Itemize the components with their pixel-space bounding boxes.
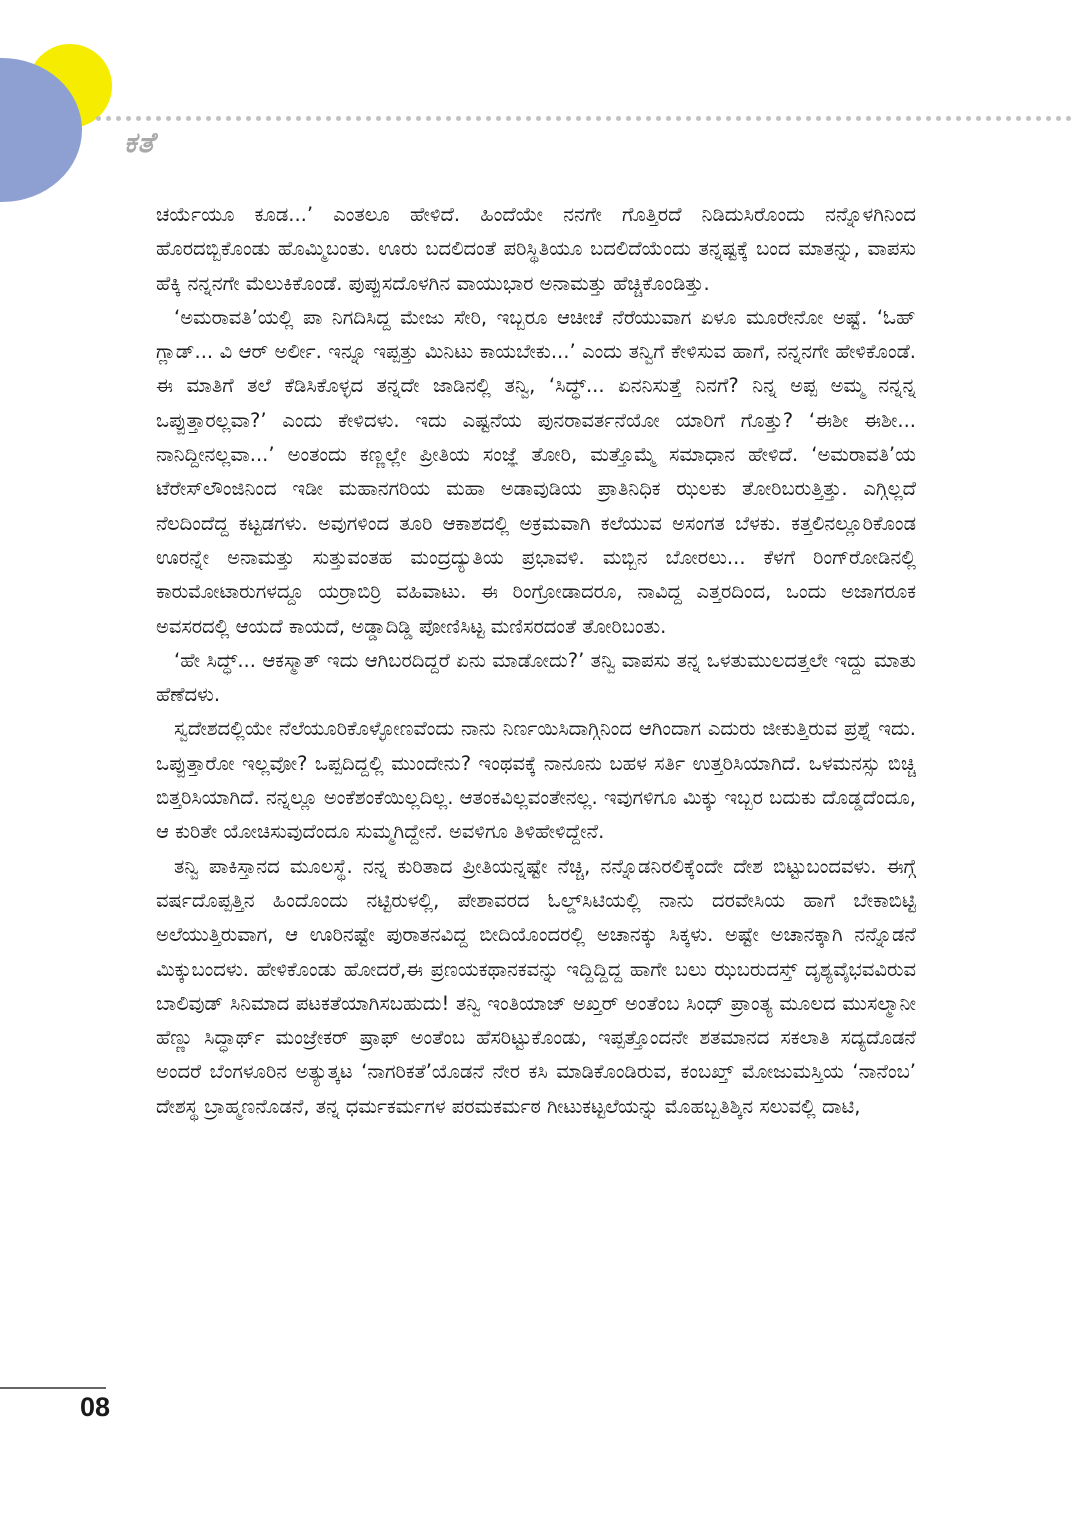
paragraph-1: ಚರ್ಯೆಯೂ ಕೂಡ...’ ಎಂತಲೂ ಹೇಳಿದೆ. ಹಿಂದೆಯೇ ನನಗೇ ಗೊತ್ತಿರದೆ ನಿಡಿದುಸಿರೊಂದು ನನ್ನೊಳಗಿನಿಂದ ಹೊರದಬ್ಬಿಕೊಂಡು ಹೊಮ್ಮಿಬಂತು. ಊರು ಬದಲಿದಂತೆ ಪರಿಸ್ಥಿತಿಯೂ ಬದಲಿದೆಯೆಂದು ತನ್ನಷ್ಟಕ್ಕೆ ಬಂದ ಮಾತನ್ನು, ವಾಪಸು ಹೆಕ್ಕಿ ನನ್ನನಗೇ ಮೆಲುಕಿಕೊಂಡೆ. ಪುಪ್ಪುಸದೊಳಗಿನ ವಾಯುಭಾರ ಅನಾಮತ್ತು ಹೆಚ್ಚಿಕೊಂಡಿತ್ತು. — [156, 203, 916, 295]
section-label: ಕತೆ — [124, 126, 155, 159]
page-number-rule — [0, 1387, 106, 1389]
corner-decoration — [0, 0, 200, 220]
header-dotted-rule — [96, 116, 1072, 121]
article-body — [156, 198, 916, 1408]
page-number: 08 — [80, 1392, 111, 1422]
paragraph-2: ‘ಅಮರಾವತಿ’ಯಲ್ಲಿ ಪಾ ನಿಗದಿಸಿದ್ದ ಮೇಜು ಸೇರಿ, ಇಬ್ಬರೂ ಆಚೀಚೆ ನೆರೆಯುವಾಗ ಏಳೂ ಮೂರೇನೋ ಅಷ್ಟೆ. ‘ಓಹ್ ಗ್ಲಾಡ್... ವಿ ಆರ್ ಅರ್ಲೀ. ಇನ್ನೂ ಇಪ್ಪತ್ತು ಮಿನಿಟು ಕಾಯಬೇಕು...’ ಎಂದು ತನ್ವಿಗೆ ಕೇಳಿಸುವ ಹಾಗೆ, ನನ್ನನಗೇ ಹೇಳಿಕೊಂಡೆ. ಈ ಮಾತಿಗೆ ತಲೆ ಕೆಡಿಸಿಕೊಳ್ಳದ ತನ್ನದೇ ಜಾಡಿನಲ್ಲಿ ತನ್ವಿ, ‘ಸಿದ್ಧ್... ಏನನಿಸುತ್ತೆ ನಿನಗೆ? ನಿನ್ನ ಅಪ್ಪ ಅಮ್ಮ ನನ್ನನ್ನ ಒಪ್ಪುತ್ತಾರಲ್ಲವಾ?’ ಎಂದು ಕೇಳಿದಳು. ಇದು ಎಷ್ಟನೆಯ ಪುನರಾವರ್ತನೆಯೋ ಯಾರಿಗೆ ಗೊತ್ತು? ‘ಈಶೀ ಈಶೀ... ನಾನಿದ್ದೀನಲ್ಲವಾ...’ ಅಂತಂದು ಕಣ್ಣಲ್ಲೇ ಪ್ರೀತಿಯ ಸಂಜ್ಞೆ ತೋರಿ, ಮತ್ತೊಮ್ಮೆ ಸಮಾಧಾನ ಹೇಳಿದೆ. ‘ಅಮರಾವತಿ’ಯ ಟೆರೇಸ್‌ಲೌಂಜಿನಿಂದ ಇಡೀ ಮಹಾನಗರಿಯ ಮಹಾ ಅಡಾವುಡಿಯ ಪ್ರಾತಿನಿಧಿಕ ಝಲಕು ತೋರಿಬರುತ್ತಿತ್ತು. ಎಗ್ಗಿಲ್ಲದೆ ನೆಲದಿಂದೆದ್ದ ಕಟ್ಟಡಗಳು. ಅವುಗಳಿಂದ ತೂರಿ ಆಕಾಶದಲ್ಲಿ ಅಕ್ರಮವಾಗಿ ಕಲೆಯುವ ಅಸಂಗತ ಬೆಳಕು. ಕತ್ತಲಿನಲ್ಲೂರಿಕೊಂಡ ಊರನ್ನೇ ಅನಾಮತ್ತು ಸುತ್ತುವಂತಹ ಮಂದ್ರದ್ಯುತಿಯ ಪ್ರಭಾವಳಿ. ಮಬ್ಬಿನ ಬೋರಲು... ಕೆಳಗೆ ರಿಂಗ್‌ರೋಡಿನಲ್ಲಿ ಕಾರುಮೋಟಾರುಗಳದ್ದೂ ಯರ್ರಾಬಿರ್ರಿ ವಹಿವಾಟು. ಈ ರಿಂಗ್ರೋಡಾದರೂ, ನಾವಿದ್ದ ಎತ್ತರದಿಂದ, ಒಂದು ಅಜಾಗರೂಕ ಅವಸರದಲ್ಲಿ ಆಯದೆ ಕಾಯದೆ, ಅಡ್ಡಾದಿಡ್ಡಿ ಪೋಣಿಸಿಟ್ಟ ಮಣಿಸರದಂತೆ ತೋರಿಬಂತು. — [156, 305, 916, 638]
paragraph-3: ‘ಹೇ ಸಿದ್ಧ್... ಆಕಸ್ಮಾತ್ ಇದು ಆಗಿಬರದಿದ್ದರೆ ಏನು ಮಾಡೋದು?’ ತನ್ವಿ ವಾಪಸು ತನ್ನ ಒಳತುಮುಲದತ್ತಲೇ ಇದ್ದು ಮಾತು ಹೆಣೆದಳು. — [156, 648, 916, 707]
paragraph-4: ಸ್ವದೇಶದಲ್ಲಿಯೇ ನೆಲೆಯೂರಿಕೊಳ್ಳೋಣವೆಂದು ನಾನು ನಿರ್ಣಯಿಸಿದಾಗ್ಗಿನಿಂದ ಆಗಿಂದಾಗ ಎದುರು ಜೀಕುತ್ತಿರುವ ಪ್ರಶ್ನೆ ಇದು. ಒಪ್ಪುತ್ತಾರೋ ಇಲ್ಲವೋ? ಒಪ್ಪದಿದ್ದಲ್ಲಿ ಮುಂದೇನು? ಇಂಥವಕ್ಕೆ ನಾನೂನು ಬಹಳ ಸರ್ತಿ ಉತ್ತರಿಸಿಯಾಗಿದೆ. ಒಳಮನಸ್ಸು ಬಿಚ್ಚಿ ಬಿತ್ತರಿಸಿಯಾಗಿದೆ. ನನ್ನಲ್ಲೂ ಅಂಕೆಶಂಕೆಯಿಲ್ಲದಿಲ್ಲ. ಆತಂಕವಿಲ್ಲವಂತೇನಲ್ಲ. ಇವುಗಳಿಗೂ ಮಿಕ್ಕು ಇಬ್ಬರ ಬದುಕು ದೊಡ್ಡದೆಂದೂ, ಆ ಕುರಿತೇ ಯೋಚಿಸುವುದೆಂದೂ ಸುಮ್ಮಗಿದ್ದೇನೆ. ಅವಳಿಗೂ ತಿಳಿಹೇಳಿದ್ದೇನೆ. — [156, 717, 916, 844]
paragraph-5: ತನ್ವಿ ಪಾಕಿಸ್ತಾನದ ಮೂಲಸ್ಥೆ. ನನ್ನ ಕುರಿತಾದ ಪ್ರೀತಿಯನ್ನಷ್ಟೇ ನೆಚ್ಚಿ, ನನ್ನೊಡನಿರಲಿಕ್ಕೆಂದೇ ದೇಶ ಬಿಟ್ಟುಬಂದವಳು. ಈಗ್ಗೆ ವರ್ಷದೊಪ್ಪತ್ತಿನ ಹಿಂದೊಂದು ನಟ್ಟಿರುಳಲ್ಲಿ, ಪೇಶಾವರದ ಓಲ್ಡ್‌ಸಿಟಿಯಲ್ಲಿ ನಾನು ದರವೇಸಿಯ ಹಾಗೆ ಬೇಕಾಬಿಟ್ಟಿ ಅಲೆಯುತ್ತಿರುವಾಗ, ಆ ಊರಿನಷ್ಟೇ ಪುರಾತನವಿದ್ದ ಬೀದಿಯೊಂದರಲ್ಲಿ ಅಚಾನಕ್ಕು ಸಿಕ್ಕಳು. ಅಷ್ಟೇ ಅಚಾನಕ್ಕಾಗಿ ನನ್ನೊಡನೆ ಮಿಕ್ಕುಬಂದಳು. ಹೇಳಿಕೊಂಡು ಹೋದರೆ,ಈ ಪ್ರಣಯಕಥಾನಕವನ್ನು ಇದ್ದಿದ್ದಿದ್ದ ಹಾಗೇ ಬಲು ಝಬರುದಸ್ತ್ ದೃಶ್ಯವೈಭವವಿರುವ ಬಾಲಿವುಡ್ ಸಿನಿಮಾದ ಪಟಕತೆಯಾಗಿಸಬಹುದು! ತನ್ವಿ ಇಂತಿಯಾಜ್ ಅಖ್ತರ್ ಅಂತೆಂಬ ಸಿಂಧ್ ಪ್ರಾಂತ್ಯ ಮೂಲದ ಮುಸಲ್ಮಾನೀ ಹೆಣ್ಣು ಸಿದ್ಧಾರ್ಥ್ ಮಂಜ್ರೇಕರ್ ಷ್ರಾಫ್ ಅಂತೆಂಬ ಹೆಸರಿಟ್ಟುಕೊಂಡು, ಇಪ್ಪತ್ತೊಂದನೇ ಶತಮಾನದ ಸಕಲಾತಿ ಸದ್ಯದೊಡನೆ ಅಂದರೆ ಬೆಂಗಳೂರಿನ ಅತ್ಯುತ್ಕಟ ‘ನಾಗರಿಕತೆ’ಯೊಡನೆ ನೇರ ಕಸಿ ಮಾಡಿಕೊಂಡಿರುವ, ಕಂಬಖ್ತ್ ಮೋಜುಮಸ್ತಿಯ ‘ನಾನೆಂಬ’ ದೇಶಸ್ಥ ಬ್ರಾಹ್ಮಣನೊಡನೆ, ತನ್ನ ಧರ್ಮಕರ್ಮಗಳ ಪರಮಕರ್ಮಠ ಗೀಟುಕಟ್ಟಲೆಯನ್ನು ಮೊಹಬ್ಬತಿಶ್ಕಿನ ಸಲುವಲ್ಲಿ ದಾಟಿ, — [156, 854, 916, 1118]
